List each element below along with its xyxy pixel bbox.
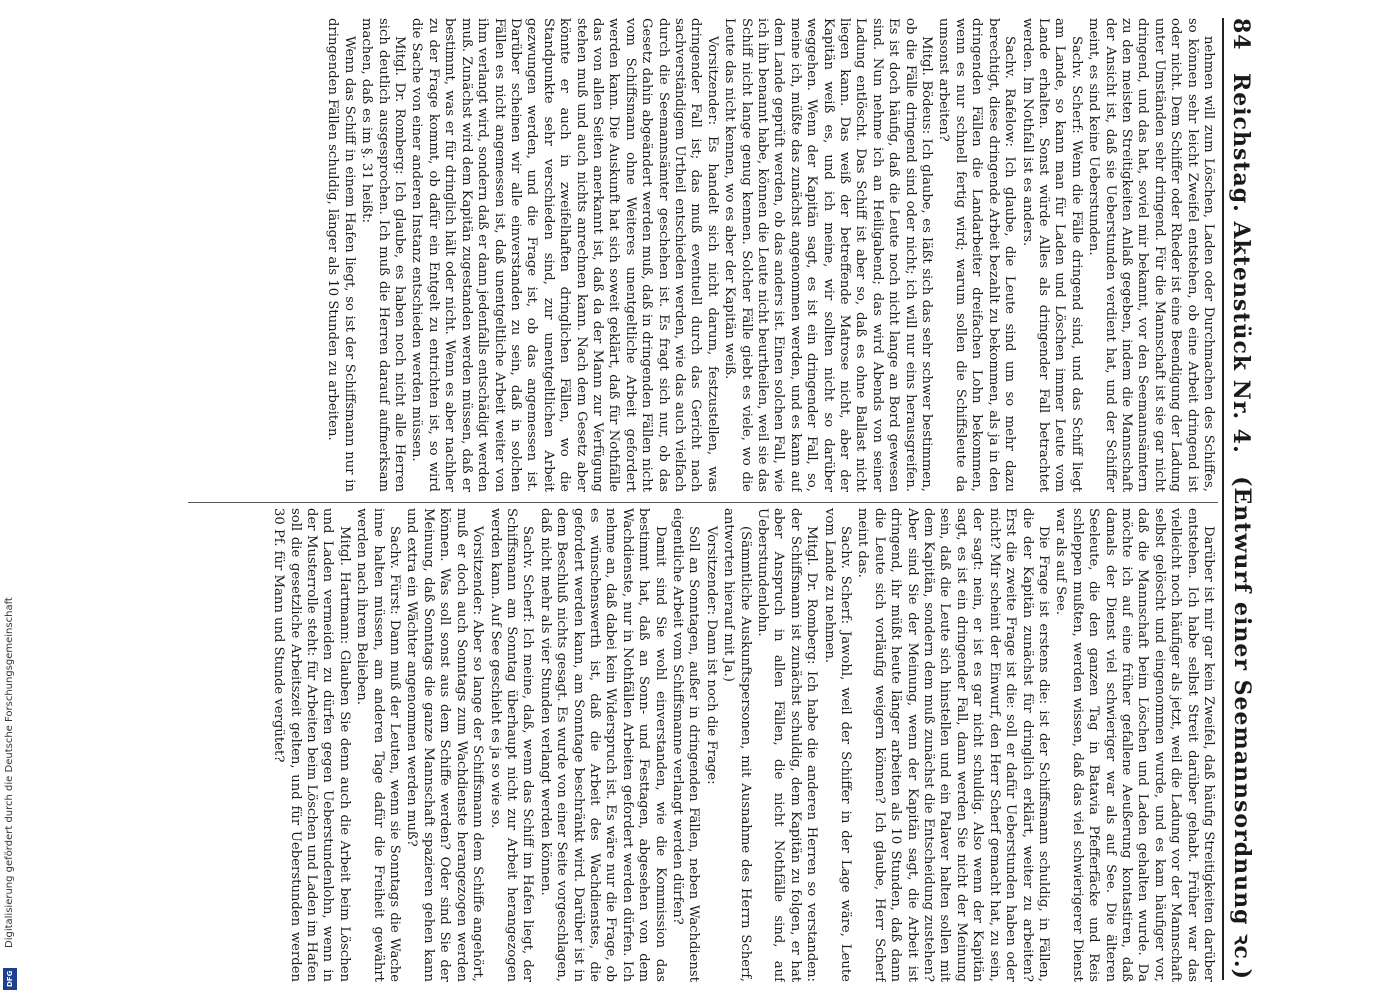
page-title: Reichstag. Aktenstück Nr. 4. xyxy=(1228,72,1254,454)
page-header xyxy=(1228,18,1268,980)
paragraph: Mitgl. Hartmann: Glauben Sie denn auch die Arbeit beim Löschen und Laden vermeiden zu dürfen gegen Ueberstundenlohn, wenn in der Musterrolle steht: für Arbeiten beim Löschen und Laden im Hafen soll die gesetzliche Arbeitszeit gelten, und für Ueberstunden werden 30 Pf. für Mann und Stunde vergütet? xyxy=(271,508,352,982)
digitization-credit: Digitalisierung gefördert durch die Deutsche Forschungsgemeinschaft xyxy=(4,597,15,948)
paragraph: Die Frage ist erstens die: ist der Schiffsmann schuldig, in Fällen, die der Kapitän zunächst für dringlich erklärt, weiter zu arbeiten? Erst die zweite Frage ist die: soll er dafür Ueberstunden haben oder nicht? Mir scheint der Einwurf, den Herr Scherf gemacht hat, zu sein, der sagt: nein, er ist es gar nicht schuldig. Also wenn der Kapitän sagt, es ist ein dringender Fall, dann werden Sie nicht der Meinung sein, daß die Leute sich hinstellen und ein Palaver halten sollen mit dem Kapitän, sondern dem muß zunächst die Entscheidung zustehen? Aber sind Sie der Meinung, wenn der Kapitän sagt, die Arbeit ist dringend, ihr müßt heute länger arbeiten als 10 Stunden, daß dann die Leute sich vorläufig weigern können? Ich glaube, Herr Scherf meint das. xyxy=(855,508,1051,982)
dfg-logo: DFG xyxy=(3,968,17,990)
paragraph: Sachv. Scherf: Jawohl, weil der Schiffer in der Lage wäre, Leute vom Lande zu nehmen. xyxy=(821,508,854,982)
page-number: 84 xyxy=(1228,18,1254,51)
paragraph: Mitgl. Dr. Romberg: Ich glaube, es haben noch nicht alle Herren sich deutlich ausgesprochen. Ich muß die Herren darauf aufmerksam machen, daß es im §. 31 heißt: xyxy=(359,18,408,492)
paragraph: Sachv. Rafelow: Ich glaube, die Leute sind um so mehr dazu berechtigt, diese dringende Arbeit bezahlt zu bekommen, als ja in den dringenden Fällen die Landarbeiter dreifachen Lohn bekommen, wenn es nur schnell fertig wird; warum sollen die Schiffsleute da umsonst arbeiten? xyxy=(936,18,1018,492)
paragraph: Sachv. Scherf: Ich meine, daß, wenn das Schiff im Hafen liegt, der Schiffsmann am Sonntag überhaupt nicht zur Arbeit herangezogen werden kann. Auf See geschieht es ja so wie so. xyxy=(487,508,536,982)
header-rule xyxy=(1222,18,1224,980)
text-column-left xyxy=(186,18,1216,492)
paragraph: Darüber ist mir gar kein Zweifel, daß häufig Streitigkeiten darüber entstehen. Ich habe selbst Streit darüber gehabt. Früher war das vielleicht noch häufiger als jetzt, weil die Ladung vor der Mannschaft selbst gelöscht und eingenommen wurde, und es kam häufiger vor, daß die Mannschaft beim Löschen und Laden gehalten wurde. Da möchte ich auf eine früher gefallene Aeußerung kontastiren, daß damals der Dienst viel schwieriger war als auf See. Die älteren Seeleute, die den ganzen Tag in Batavia Pfefferfäcke und Reis schleppen mußten, werden wissen, daß das viel schwierigerer Dienst war als auf See. xyxy=(1053,508,1216,982)
paragraph: Sachv. Fürst: Dann muß der Leuten, wenn sie Sonntags die Wache inne halten müssen, am anderen Tage dafür die Freiheit gewährt werden nach ihrem Belieben. xyxy=(354,508,403,982)
paragraph: Damit sind Sie wohl einverstanden, wie die Kommission das bestimmt hat, daß an Sonn- und Festtagen, abgesehen von dem Wachdienste, nur in Nothfällen Arbeiten gefordert werden dürfen. Ich nehme an, daß dabei kein Widerspruch ist. Es wäre nur die Frage, ob es wünschenswerth ist, daß die Arbeit des Wachdienstes, die gefordert werden kann, am Sonntage beschränkt wird. Darüber ist in dem Beschluß nichts gesagt. Es wurde von einer Seite vorgeschlagen, daß nicht mehr als vier Stunden verlangt werden können. xyxy=(537,508,668,982)
paragraph: (Sämmtliche Auskunftspersonen, mit Ausnahme des Herrn Scherf, antworten hierauf mit Ja.) xyxy=(721,508,753,982)
column-divider xyxy=(188,502,1218,503)
paragraph: Vorsitzender: Dann ist noch die Frage: xyxy=(703,526,719,785)
paragraph: Sachv. Scherf: Wenn die Fälle dringend sind, und das Schiff liegt am Lande, so kann man für Laden und Löschen immer Leute vom Lande erhalten. Sonst würde Alles als dringender Fall betrachtet werden. Im Nothfall ist es anders. xyxy=(1019,18,1084,492)
paragraph: Vorsitzender: Es handelt sich nicht darum, festzustellen, was dringender Fall ist; das muß eventuell durch das Gericht nach sachverständigem Urtheil entschieden werden, wie das auch vielfach durch die Seemannsämter geschehen ist. Es fragt sich nur, ob das Gesetz dahin abgeändert werden muß, daß in dringenden Fällen nicht vom Schiffsmann ohne Weiteres unentgeltliche Arbeit gefordert werden kann. Die Auskunft hat sich soweit geklärt, daß für Nothfälle das von allen Seiten anerkannt ist, daß da der Mann zur Verfügung stehen muß und auch nichts anrechnen kann. Nach dem Gesetz aber könnte er auch in zweifelhaften dringlichen Fällen, wo die Standpunkte sehr verschieden sind, zur unentgeltlichen Arbeit gezwungen werden, und die Frage ist, ob das angemessen ist. Darüber scheinen wir alle einverstanden zu sein, daß in solchen Fällen es nicht angemessen ist, daß unentgeltliche Arbeit weiter von ihm verlangt wird, sondern daß er dann jedenfalls entschädigt werden muß. Zunächst wird dem Kapitän zugestanden werden müssen, daß er bestimmt, was er für dringlich hält oder nicht. Wenn es aber nachher zu der Frage kommt, ob dafür ein Entgelt zu entrichten ist, so wird die Sache von einer anderen Instanz entschieden werden müssen. xyxy=(409,18,720,492)
paragraph: Soll an Sonntagen, außer in dringenden Fällen, neben Wachdienst eigentliche Arbeit vom Schiffsmanne verlangt werden dürfen? xyxy=(670,508,702,982)
page-subtitle: (Entwurf einer Seemannsordnung ꝛc.) xyxy=(1229,476,1255,980)
rotated-page xyxy=(186,18,1268,980)
paragraph: Mitgl. Dr. Romberg: Ich habe die anderen Herren so verstanden: der Schiffsmann ist zunächst schuldig, dem Kapitän zu folgen, er hat aber Anspruch in allen Fällen, die nicht Nothfälle sind, auf Ueberstundenlohn. xyxy=(755,508,820,982)
paragraph: Vorsitzender: Aber so lange der Schiffsmann dem Schiffe angehört, muß er doch auch Sonntags zum Wachdienste herangezogen werden können. Was soll sonst aus dem Schiffe werden? Oder sind Sie der Meinung, daß Sonntags die ganze Mannschaft spazieren gehen kann und extra ein Wächter angenommen werden muß? xyxy=(404,508,486,982)
paragraph: nehmen will zum Löschen, Laden oder Durchmachen des Schiffes, so können sehr leicht Zweifel entstehen, ob eine Arbeit dringend ist oder nicht. Dem Schiffer oder Rheder ist eine Beendigung der Ladung unter Umständen sehr dringend. Für die Mannschaft ist sie gar nicht dringend, und das hat, soviel mir bekannt, vor den Seemannsämtern zu den meisten Streitigkeiten Anlaß gegeben, indem die Mannschaft der Ansicht ist, daß sie Ueberstunden verdient hat, und der Schiffer meint, es sind keine Ueberstunden. xyxy=(1086,18,1216,492)
text-column-right xyxy=(186,508,1216,982)
paragraph: Mitgl. Bödeus: Ich glaube, es läßt sich das sehr schwer bestimmen, ob die Fälle dringend sind oder nicht; ich will nur eins herausgreifen. Es ist doch häufig, daß die Leute noch nicht lange an Bord gewesen sind. Nun nehme ich an Heiligabend; das wird Abends von seiner Ladung entlöscht. Das Schiff ist aber so, daß es ohne Ballast nicht liegen kann. Das weiß der betreffende Matrose nicht, aber der Kapitän weiß es, und ich meine, wir sollten nicht so darüber weggehen. Wenn der Kapitän sagt, es ist ein dringender Fall, so, meine ich, müßte das zunächst angenommen werden, und es kann auf dem Lande geprüft werden, ob das anders ist. Einen solchen Fall, wie ich ihn benannt habe, können die Leute nicht beurtheilen, weil sie das Schiff nicht lange genug kennen. Solcher Fälle giebt es viele, wo die Leute das nicht kennen, wo es aber der Kapitän weiß. xyxy=(722,18,935,492)
paragraph: Wenn das Schiff in einem Hafen liegt, so ist der Schiffsmann nur in dringenden Fällen schuldig, länger als 10 Stunden zu arbeiten. xyxy=(325,18,357,492)
